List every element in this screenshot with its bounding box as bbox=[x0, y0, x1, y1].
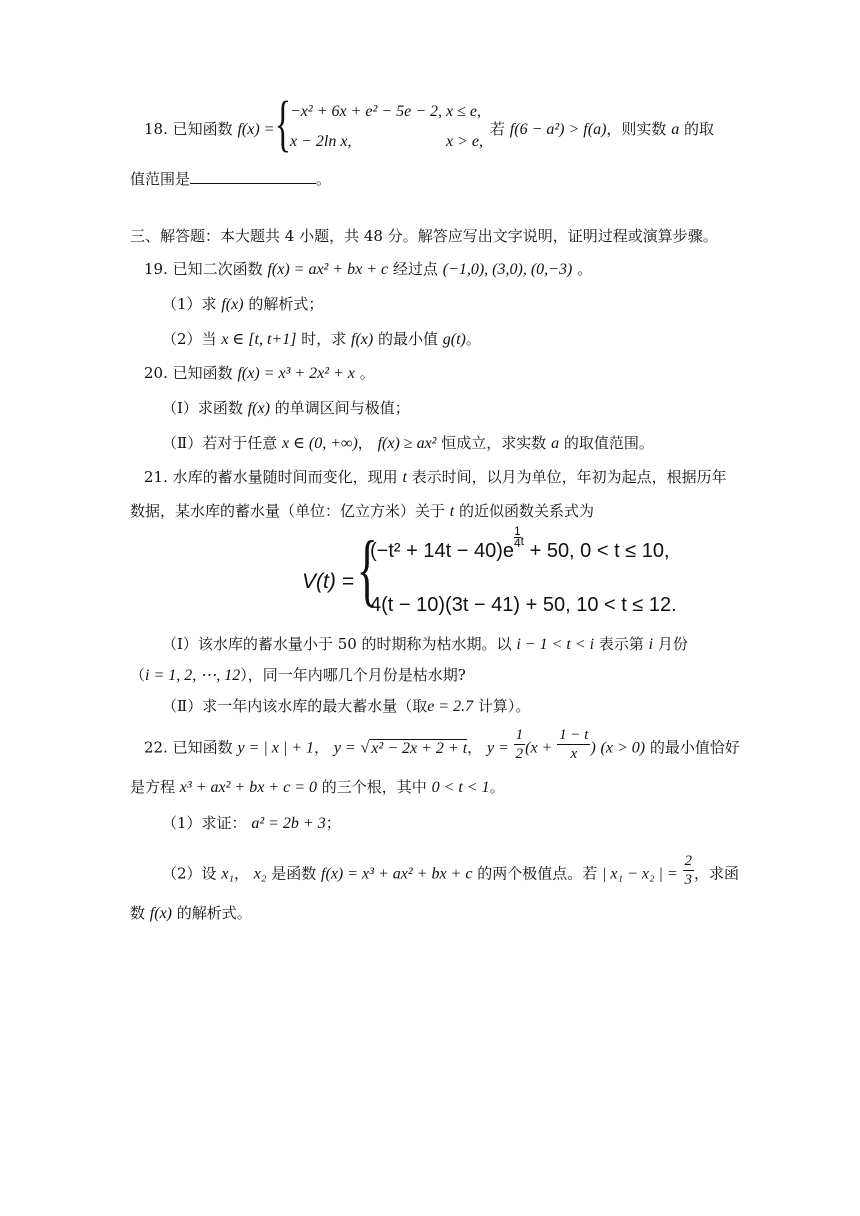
q20-number: 20. bbox=[144, 364, 168, 382]
q19-text2: 经过点 bbox=[392, 260, 438, 278]
q20-p2-mid: ， bbox=[357, 434, 373, 452]
q21-p1-line2-expr: i = 1, 2, ⋯, 12 bbox=[145, 667, 241, 684]
q18-brace: { bbox=[274, 90, 292, 158]
q22-f3-half-den: 2 bbox=[515, 746, 524, 762]
q21-case1-exponent bbox=[514, 526, 521, 549]
q21-case1 bbox=[370, 524, 670, 563]
q22-f3-half bbox=[514, 726, 526, 763]
q20-p1-tail: 的单调区间与极值； bbox=[274, 399, 410, 417]
q22-p2-label: （2）设 bbox=[162, 864, 217, 883]
q18-end: 。 bbox=[316, 170, 332, 188]
q19-number: 19. bbox=[144, 260, 168, 278]
q22-line2b: 的三个根，其中 bbox=[321, 778, 427, 796]
q22-p2-frac-num: 2 bbox=[684, 853, 693, 869]
q19-p1-expr: f(x) bbox=[221, 296, 244, 313]
q21-exp-t: t bbox=[520, 534, 525, 548]
q22-f2-root: √ x² − 2x + 2 + t bbox=[360, 739, 468, 757]
q22-line1 bbox=[144, 727, 740, 767]
q18-line2 bbox=[130, 168, 331, 189]
q18-cond-post: ，则实数 bbox=[606, 120, 667, 138]
q22-f3-cond: (x > 0) bbox=[600, 739, 646, 757]
q18-case1-cond: x ≤ e, bbox=[446, 103, 481, 120]
q20-p2-label: （Ⅱ）若对于任意 bbox=[162, 434, 278, 452]
q21-part2 bbox=[162, 695, 530, 716]
q19-part1 bbox=[162, 293, 323, 314]
q22-line-last bbox=[130, 902, 252, 923]
q21-part1-line2 bbox=[130, 664, 466, 685]
q22-f2-pre: y = bbox=[333, 739, 356, 757]
q20-p1-expr: f(x) bbox=[247, 400, 270, 417]
q21-p1-var: i bbox=[648, 636, 654, 653]
q22-f1: y = | x | + 1 bbox=[237, 739, 315, 757]
q20-line1 bbox=[144, 362, 375, 383]
q20-p2-tail: 的取值范围。 bbox=[563, 434, 654, 452]
q20-p1-label: （Ⅰ）求函数 bbox=[162, 399, 243, 417]
q19-p2-label: （2）当 bbox=[162, 330, 217, 348]
section3-title: 三、解答题：本大题共 4 小题，共 48 分。解答应写出文字说明，证明过程或演算步骤。 bbox=[130, 227, 718, 245]
q20-p2-expr: x ∈ (0, +∞) bbox=[281, 435, 358, 452]
q21-p1-c: 月份 bbox=[657, 635, 688, 653]
q22-part2 bbox=[162, 853, 740, 893]
q22-line2 bbox=[130, 776, 505, 797]
q19-p2-end: 。 bbox=[465, 330, 481, 348]
q21-var-t-2: t bbox=[449, 503, 455, 520]
q19-end: 。 bbox=[577, 260, 593, 278]
q18-cond-pre: 若 bbox=[490, 120, 506, 138]
q22-p2-frac-den: 3 bbox=[684, 872, 693, 888]
q19-p1-tail: 的解析式； bbox=[248, 295, 324, 313]
q22-line2a: 是方程 bbox=[130, 778, 176, 796]
q19-expr: f(x) = ax² + bx + c bbox=[267, 261, 389, 278]
q21-brace: { bbox=[356, 526, 378, 614]
q19-part2 bbox=[162, 328, 481, 349]
q22-sep2: ， bbox=[467, 738, 483, 757]
q21-p2-b: 计算）。 bbox=[477, 697, 531, 715]
q19-p2-mid: 时，求 bbox=[301, 330, 347, 348]
q20-part1 bbox=[162, 397, 410, 418]
q20-p2-expr2: f(x) ≥ ax² bbox=[377, 435, 437, 452]
q21-number: 21. bbox=[144, 468, 168, 486]
q21-p1-b: 表示第 bbox=[598, 635, 644, 653]
q22-last-a: 数 bbox=[130, 904, 146, 922]
q22-f3-num: 1 − t bbox=[559, 727, 589, 743]
q22-p1-end: ； bbox=[325, 814, 341, 832]
q21-part1-line1 bbox=[162, 633, 688, 654]
q22-p1-expr: a² = 2b + 3 bbox=[251, 815, 326, 832]
q19-p2-expr3: g(t) bbox=[442, 331, 466, 348]
q21-exp-den: 4 bbox=[513, 536, 521, 550]
q19-p2-expr2: f(x) bbox=[351, 331, 374, 348]
q20-text: 已知函数 bbox=[172, 364, 233, 382]
q19-line1 bbox=[144, 258, 592, 279]
q18-case2-expr: x − 2ln x, bbox=[290, 133, 352, 150]
q18-line1 bbox=[144, 118, 274, 139]
q18-line2-text: 值范围是 bbox=[130, 170, 191, 188]
q20-part2 bbox=[162, 432, 654, 453]
q21-p2-a: （Ⅱ）求一年内该水库的最大蓄水量（取 bbox=[162, 697, 428, 715]
q20-p2-var: a bbox=[551, 435, 560, 452]
q22-p2-tail: ，求函 bbox=[694, 864, 740, 883]
q21-line2b: 的近似函数关系式为 bbox=[459, 502, 595, 520]
q21-line1b: 表示时间，以月为单位，年初为起点，根据历年 bbox=[411, 468, 727, 486]
q22-p2-x2: x₂ bbox=[253, 865, 267, 883]
q22-p2-abs: | x₁ − x₂ | = bbox=[602, 865, 678, 883]
q22-p2-expr: f(x) = x³ + ax² + bx + c bbox=[321, 865, 473, 883]
q19-p2-mid2: 的最小值 bbox=[377, 330, 438, 348]
q21-p1-line2a: （ bbox=[130, 666, 146, 684]
q21-case1a: (−t² + 14t − 40)e bbox=[370, 540, 514, 562]
q20-expr: f(x) = x³ + 2x² + x bbox=[237, 365, 355, 382]
q18-tail: 的取 bbox=[683, 120, 714, 138]
q21-p1-expr: i − 1 < t < i bbox=[516, 636, 595, 653]
q22-f3-pre: y = bbox=[486, 739, 509, 757]
q22-p2-mid2: 的两个极值点。若 bbox=[477, 864, 598, 883]
q22-f3-half-num: 1 bbox=[515, 727, 524, 743]
q22-last-expr: f(x) bbox=[149, 905, 172, 922]
q20-end: 。 bbox=[359, 364, 375, 382]
q22-f3-den: x bbox=[570, 746, 578, 762]
q18-fx: f(x) = bbox=[237, 121, 275, 138]
q22-p2-mid: 是函数 bbox=[271, 864, 317, 883]
q22-f3-mid: (x + bbox=[525, 739, 553, 757]
q18-number: 18. bbox=[144, 120, 168, 138]
q18-case1-expr: −x² + 6x + e² − 5e − 2, bbox=[290, 103, 442, 120]
q22-p1-label: （1）求证： bbox=[162, 814, 247, 832]
q21-line2 bbox=[130, 500, 594, 521]
q18-answer-blank[interactable] bbox=[190, 169, 316, 184]
q22-sep1: ， bbox=[314, 738, 330, 757]
q20-p2-mid2: 恒成立，求实数 bbox=[441, 434, 547, 452]
q19-text: 已知二次函数 bbox=[172, 260, 263, 278]
q22-text: 已知函数 bbox=[172, 738, 233, 757]
q22-number: 22. bbox=[144, 738, 168, 757]
q21-case2: 4(t − 10)(3t − 41) + 50, 10 < t ≤ 12. bbox=[370, 594, 677, 616]
q18-var-a: a bbox=[671, 121, 680, 138]
q22-f3-frac bbox=[557, 726, 590, 763]
q22-eq: x³ + ax² + bx + c = 0 bbox=[179, 779, 317, 796]
q21-p2-expr: e = 2.7 bbox=[427, 698, 474, 715]
q22-f2-radicand: x² − 2x + 2 + t bbox=[371, 739, 468, 757]
q21-line1 bbox=[144, 466, 727, 487]
q22-tail1: 的最小值恰好 bbox=[649, 738, 740, 757]
q19-p2-expr: x ∈ [t, t+1] bbox=[221, 331, 297, 348]
q21-case1b: + 50, 0 < t ≤ 10, bbox=[529, 540, 670, 562]
q18-case2-cond: x > e, bbox=[446, 133, 483, 150]
q21-vt-label: V(t) = bbox=[302, 570, 354, 593]
q21-p1-line2b: ），同一年内哪几个月份是枯水期? bbox=[240, 666, 466, 684]
q22-part1 bbox=[162, 812, 341, 833]
q19-points: (−1,0), (3,0), (0,−3) bbox=[442, 261, 573, 278]
q21-var-t: t bbox=[402, 469, 407, 486]
q22-last-b: 的解析式。 bbox=[176, 904, 252, 922]
q19-p1-label: （1）求 bbox=[162, 295, 217, 313]
q22-f3-end: ) bbox=[590, 739, 596, 757]
q22-p2-frac bbox=[683, 852, 695, 889]
q18-intro: 已知函数 bbox=[172, 120, 233, 138]
q21-exp-num: 1 bbox=[513, 524, 521, 538]
q21-line2a: 数据，某水库的蓄水量（单位：亿立方米）关于 bbox=[130, 502, 446, 520]
q22-p2-x1: x₁ bbox=[221, 865, 234, 883]
q18-condition bbox=[490, 118, 714, 139]
q22-line2c: 。 bbox=[489, 778, 505, 796]
q22-cond: 0 < t < 1 bbox=[431, 779, 490, 796]
q22-p2-sep: ， bbox=[234, 864, 250, 883]
q21-p1-a: （Ⅰ）该水库的蓄水量小于 50 的时期称为枯水期。以 bbox=[162, 635, 512, 653]
q18-cond-expr: f(6 − a²) > f(a) bbox=[509, 121, 607, 138]
q21-line1a: 水库的蓄水量随时间而变化，现用 bbox=[172, 468, 398, 486]
